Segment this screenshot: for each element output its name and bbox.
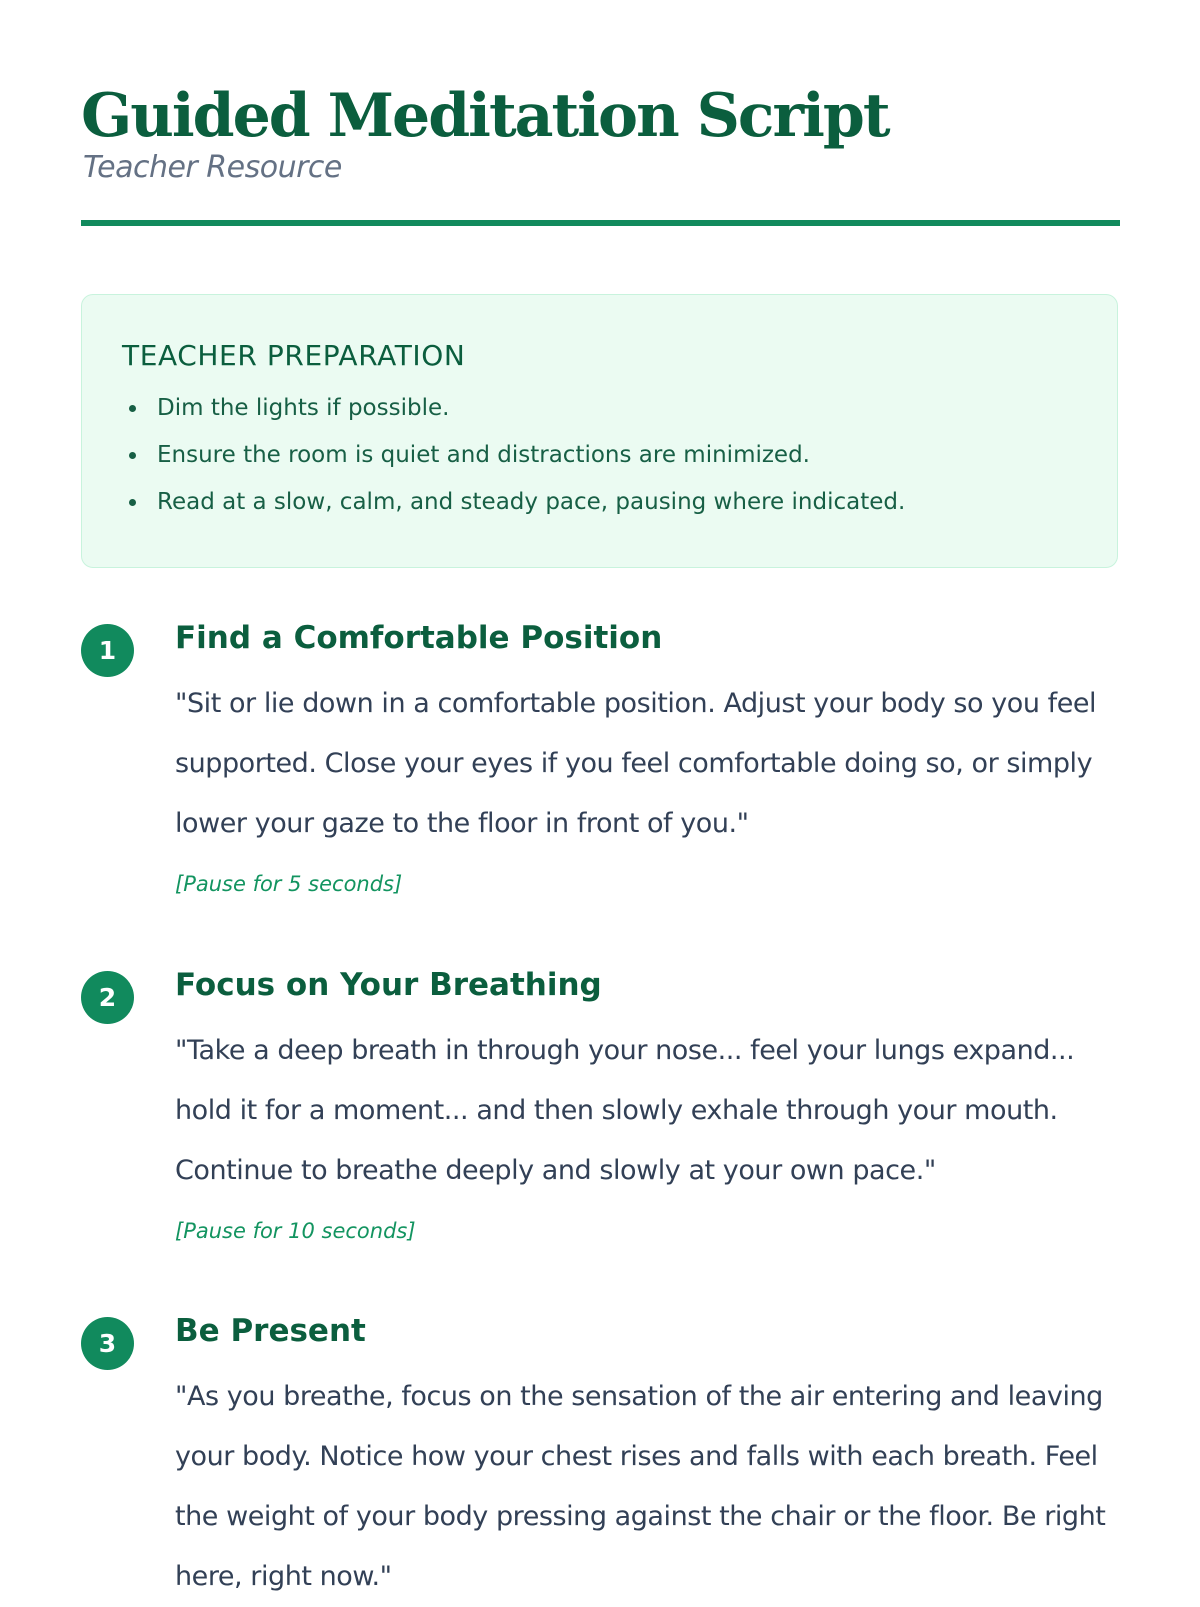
bullet-icon: [129, 405, 136, 412]
header-divider: [81, 220, 1120, 226]
preparation-heading: TEACHER PREPARATION: [122, 339, 466, 372]
step-script: "Take a deep breath in through your nose... feel your lungs expand... hold it for a moment... and then slowly exhale through your mouth. Continue to breathe deeply and slowly at your own pace.": [175, 1035, 1075, 1186]
step-script: "As you breathe, focus on the sensation of the air entering and leaving your body. Notice how your chest rises and falls with each breath. Feel the weight of your body pressing against the chair or the floor. Be right here, right now.": [175, 1381, 1106, 1592]
pause-instruction: [Pause for 10 seconds]: [175, 1219, 416, 1243]
step-script: "Sit or lie down in a comfortable position. Adjust your body so you feel supported. Close your eyes if you feel comfortable doing so, or simply lower your gaze to the floor in front of you.": [175, 688, 1097, 839]
step-number-badge: 1: [81, 624, 134, 677]
teacher-preparation-panel: [81, 294, 1118, 568]
step-title: Be Present: [175, 1313, 366, 1349]
step-number-badge: 2: [81, 971, 134, 1024]
step-title: Find a Comfortable Position: [175, 620, 663, 656]
bullet-icon: [129, 499, 136, 506]
step-number-badge: 3: [81, 1317, 134, 1370]
pause-instruction: [Pause for 5 seconds]: [175, 872, 403, 896]
step-title: Focus on Your Breathing: [175, 967, 602, 1003]
bullet-icon: [129, 452, 136, 459]
preparation-item-text: Read at a slow, calm, and steady pace, pausing where indicated.: [157, 489, 906, 515]
preparation-item-text: Dim the lights if possible.: [157, 395, 450, 421]
page-title: Guided Meditation Script: [81, 81, 889, 151]
preparation-item-text: Ensure the room is quiet and distractions are minimized.: [157, 442, 810, 468]
page-subtitle: Teacher Resource: [83, 150, 342, 185]
